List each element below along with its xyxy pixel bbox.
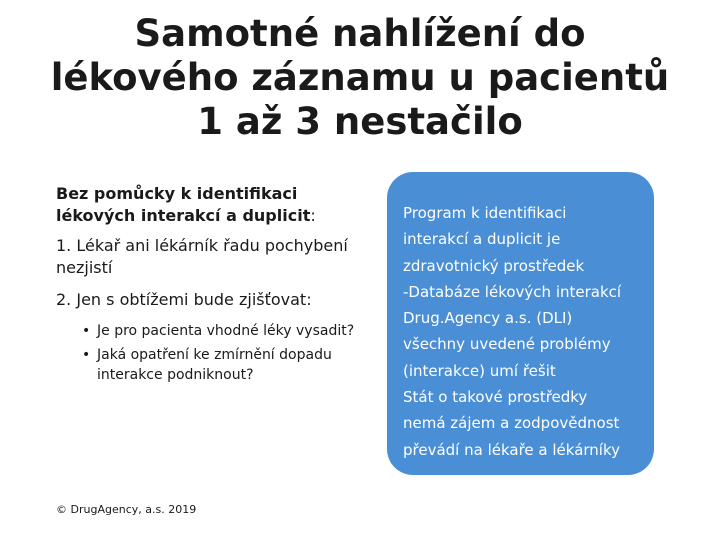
callout-line: interakcí a duplicit je — [403, 230, 561, 249]
intro-bold-text: Bez pomůcky k identifikaci lékových interakcí a duplicit — [56, 184, 311, 225]
sub-question-list — [56, 321, 376, 385]
left-column — [56, 183, 376, 389]
title-line-3: 1 až 3 nestačilo — [197, 100, 523, 143]
point-2: 2. Jen s obtížemi bude zjišťovat: — [56, 290, 312, 309]
callout-line: všechny uvedené problémy — [403, 335, 611, 354]
footer-copyright: © DrugAgency, a.s. 2019 — [56, 503, 197, 516]
callout-line: nemá zájem a zodpovědnost — [403, 414, 620, 433]
callout-line: Stát o takové prostředky — [403, 388, 588, 407]
intro-colon: : — [310, 206, 316, 225]
bullet-icon: • — [82, 323, 91, 339]
info-callout-box — [387, 172, 654, 475]
callout-line: převádí na lékaře a lékárníky — [403, 440, 621, 459]
list-item-text: Jaká opatření ke zmírnění dopadu interakce podniknout? — [97, 347, 332, 383]
callout-line: -Databáze lékových interakcí — [403, 282, 622, 301]
list-item — [80, 345, 376, 385]
callout-line: Drug.Agency a.s. (DLI) — [403, 309, 573, 328]
bullet-icon: • — [82, 347, 91, 363]
title-line-1: Samotné nahlížení do — [134, 12, 586, 55]
list-item — [80, 321, 376, 341]
intro-paragraph — [56, 183, 376, 227]
point-1: 1. Lékař ani lékárník řadu pochybení nezjistí — [56, 236, 348, 277]
list-item-text: Je pro pacienta vhodné léky vysadit? — [97, 323, 355, 339]
slide-title — [20, 12, 700, 144]
callout-line: Program k identifikaci — [403, 204, 567, 222]
callout-line: zdravotnický prostředek — [403, 256, 585, 275]
callout-line: (interakce) umí řešit — [403, 361, 556, 380]
title-line-2: lékového záznamu u pacientů — [50, 56, 670, 99]
